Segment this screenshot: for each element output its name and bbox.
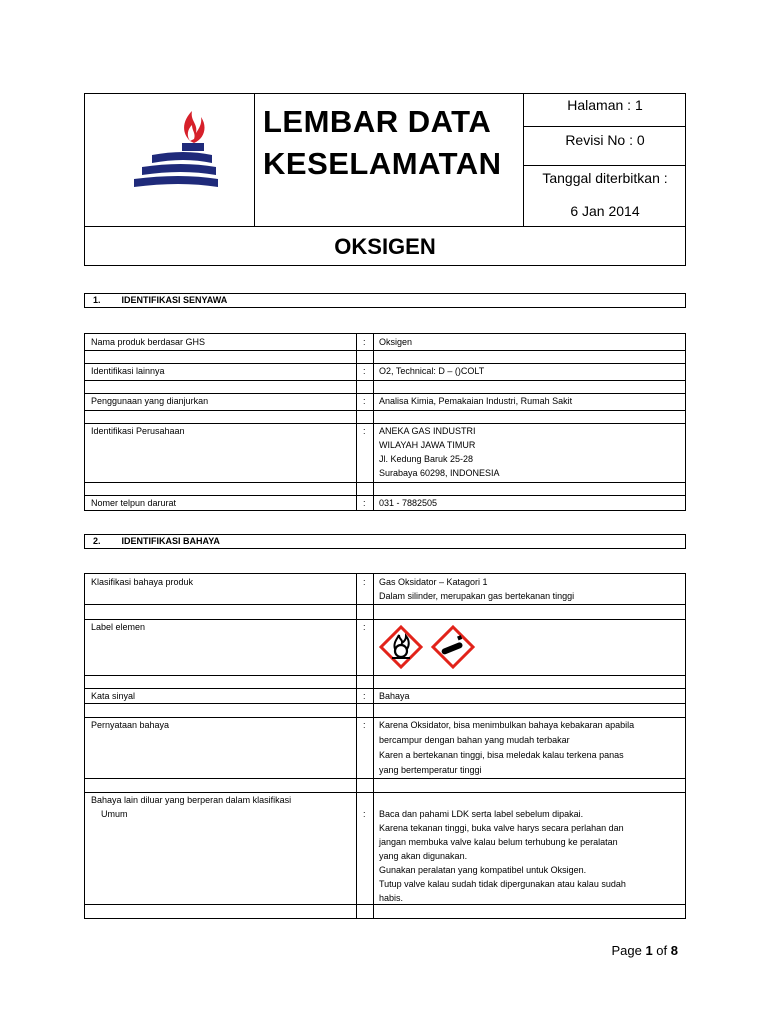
section-2-table — [84, 573, 686, 919]
document-title-cell — [255, 93, 524, 226]
page-total: 8 — [670, 943, 678, 958]
row-colon: : — [363, 366, 366, 376]
row-value: Oksigen — [379, 337, 413, 347]
table-row — [85, 495, 685, 510]
title-line-1: LEMBAR DATA — [263, 104, 492, 139]
table-row — [85, 423, 685, 483]
spacer-row — [85, 778, 685, 793]
product-name: OKSIGEN — [334, 234, 436, 259]
page-number-cell — [524, 93, 686, 127]
row-value: Analisa Kimia, Pemakaian Industri, Rumah Sakit — [379, 396, 573, 406]
row-colon: : — [363, 337, 366, 347]
spacer-row — [85, 380, 685, 394]
title-line-2: KESELAMATAN — [263, 146, 502, 181]
row-label: Bahaya lain diluar yang berperan dalam klasifikasi — [91, 795, 292, 805]
spacer-row — [85, 904, 685, 918]
section-2-number: 2. — [93, 536, 101, 546]
page-number-label: Halaman : 1 — [567, 97, 643, 113]
page-footer — [611, 943, 678, 958]
row-value: O2, Technical: D – ()COLT — [379, 366, 485, 376]
row-colon: : — [363, 426, 366, 436]
row-label: Klasifikasi bahaya produk — [91, 577, 194, 587]
issue-date-label: Tanggal diterbitkan : — [542, 170, 668, 186]
row-colon: : — [363, 396, 366, 406]
row-value: 031 - 7882505 — [379, 498, 438, 508]
company-logo-cell — [84, 93, 255, 226]
section-1-table — [84, 333, 686, 511]
gas-cylinder-pictogram-icon — [431, 625, 475, 669]
row-label: Nomer telpun darurat — [91, 498, 177, 508]
revision-cell — [524, 127, 686, 166]
row-colon: : — [363, 622, 366, 632]
table-row — [85, 792, 685, 905]
page-current: 1 — [645, 943, 653, 958]
row-colon: : — [363, 498, 366, 508]
revision-label: Revisi No : 0 — [565, 132, 645, 148]
table-row — [85, 393, 685, 411]
spacer-row — [85, 482, 685, 496]
table-row — [85, 334, 685, 351]
table-row — [85, 574, 685, 605]
row-value: ANEKA GAS INDUSTRI WILAYAH JAWA TIMUR Jl. Kedung Baruk 25-28 Surabaya 60298, INDONESIA — [379, 426, 500, 478]
row-label: Kata sinyal — [91, 691, 136, 701]
section-1-title: IDENTIFIKASI SENYAWA — [121, 295, 228, 305]
row-label: Pernyataan bahaya — [91, 720, 170, 730]
row-label: Label elemen — [91, 622, 146, 632]
table-row — [85, 619, 685, 676]
spacer-row — [85, 410, 685, 424]
section-2-title: IDENTIFIKASI BAHAYA — [121, 536, 220, 546]
oxidizer-pictogram-icon — [379, 625, 423, 669]
company-logo-icon — [84, 93, 255, 226]
row-label: Identifikasi Perusahaan — [91, 426, 185, 436]
section-1-number: 1. — [93, 295, 101, 305]
table-row — [85, 363, 685, 381]
product-name-row — [84, 226, 686, 266]
issue-date-cell — [524, 166, 686, 226]
row-label: Identifikasi lainnya — [91, 366, 165, 376]
row-colon: : — [363, 809, 366, 819]
section-1-header — [84, 293, 686, 308]
row-colon: : — [363, 720, 366, 730]
row-colon: : — [363, 577, 366, 587]
section-2-header — [84, 534, 686, 549]
of-word: of — [656, 943, 668, 958]
row-value: Gas Oksidator – Katagori 1 Dalam silinder, merupakan gas bertekanan tinggi — [379, 577, 575, 601]
page-word: Page — [611, 943, 642, 958]
row-colon: : — [363, 691, 366, 701]
row-label: Penggunaan yang dianjurkan — [91, 396, 209, 406]
spacer-row — [85, 604, 685, 620]
row-sublabel: Umum — [101, 809, 128, 819]
document-title — [263, 101, 502, 185]
row-value: Bahaya — [379, 691, 410, 701]
spacer-row — [85, 350, 685, 364]
spacer-row — [85, 703, 685, 718]
issue-date-value: 6 Jan 2014 — [570, 203, 640, 219]
table-row — [85, 688, 685, 704]
table-row — [85, 717, 685, 779]
row-value: Karena Oksidator, bisa menimbulkan bahaya kebakaran apabila bercampur dengan bahan yang mudah terbakar Karen a bertekanan tinggi, bisa meledak kalau terkena panas yang bertemperatur tinggi — [379, 720, 635, 775]
spacer-row — [85, 675, 685, 689]
row-label: Nama produk berdasar GHS — [91, 337, 206, 347]
row-value: Baca dan pahami LDK serta label sebelum dipakai. Karena tekanan tinggi, buka valve harys secara perlahan dan jangan membuka valve kalau belum terhubung ke peralatan yang akan digunakan. Gunakan peralatan yang kompatibel untuk Oksigen. Tutup valve kalau sudah tidak dipergunakan atau kalau sudah habis. — [379, 809, 626, 903]
